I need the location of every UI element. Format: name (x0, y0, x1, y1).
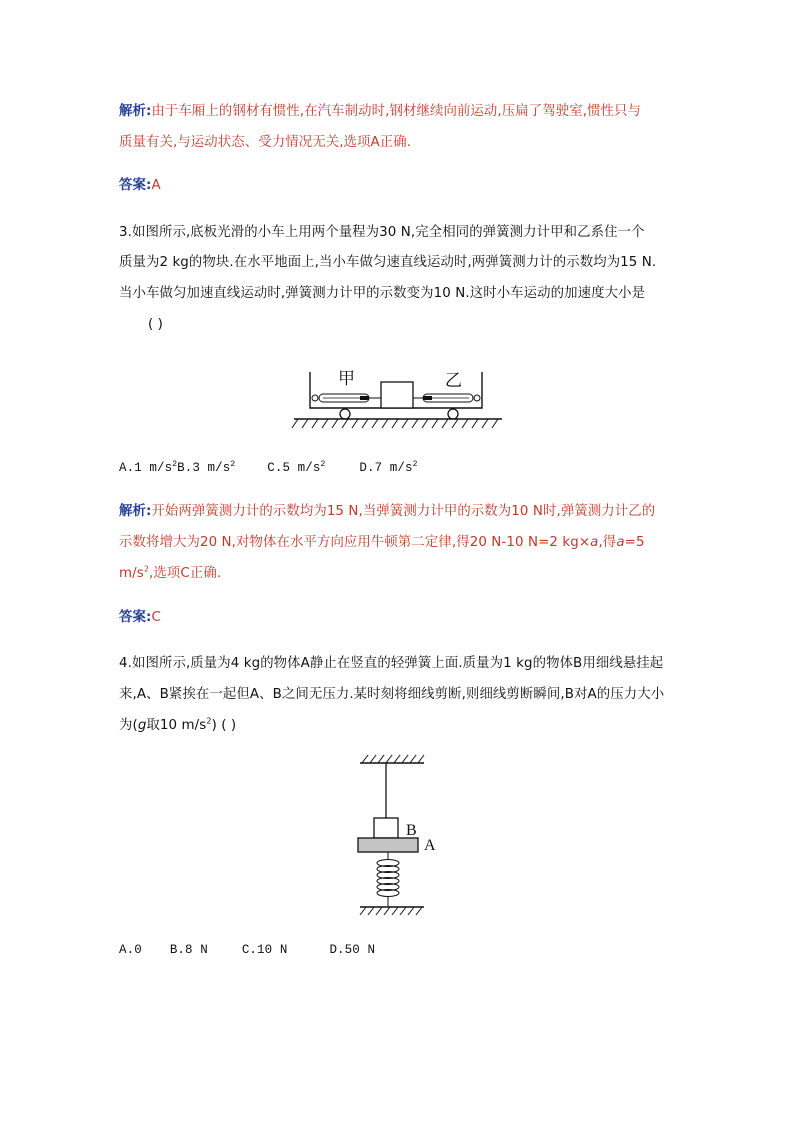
q3-analysis-text1: 开始两弹簧测力计的示数均为15 N,当弹簧测力计甲的示数为10 N时,弹簧测力计乙的 (151, 504, 656, 519)
q2-analysis-label: 解析: (119, 104, 152, 119)
q3-stem-line3: 当小车做匀加速直线运动时,弹簧测力计甲的示数变为10 N.这时小车运动的加速度大小是 (119, 286, 646, 301)
q4-option-c: C.10 N (241, 943, 288, 957)
q3-label-yi: 乙 (445, 371, 462, 391)
q3-analysis-label: 解析: (119, 504, 152, 519)
q3-stem-line2: 质量为2 kg的物块.在水平地面上,当小车做匀速直线运动时,两弹簧测力计的示数均为15 N. (119, 255, 657, 270)
q2-answer-value: A (151, 178, 161, 193)
q3-option-c: C.5 $m/s^2$ (267, 459, 326, 475)
q2-analysis-text1: 由于车厢上的钢材有惯性,在汽车制动时,钢材继续向前运动,压扁了驾驶室,惯性只与 (151, 104, 642, 119)
q3-answer-label: 答案: (119, 610, 152, 625)
q2-analysis-line1 (119, 102, 682, 122)
q4-option-b: B.8 N (169, 943, 208, 957)
q4-stem-line2: 来,A、B紧挨在一起但A、B之间无压力.某时刻将细线剪断,则细线剪断瞬间,B对A的压力大小 (119, 687, 665, 702)
q3-option-b: B.3 $m/s^2$ (177, 459, 236, 475)
q4-option-d: D.50 N (329, 943, 376, 957)
q3-cart-figure (290, 360, 510, 440)
q4-label-a: A (424, 837, 436, 854)
q4-label-b: B (406, 822, 417, 839)
q2-analysis-line2: 质量有关,与运动状态、受力情况无关,选项A正确. (119, 135, 412, 150)
q3-options (119, 458, 682, 478)
q3-stem-line1: 3.如图所示,底板光滑的小车上用两个量程为30 N,完全相同的弹簧测力计甲和乙系住一个 (119, 225, 645, 240)
q3-analysis-line2: 示数将增大为20 N,对物体在水平方向应用牛顿第二定律,得20 N-10 N=2 kg×a,得a=5 (119, 535, 645, 550)
q3-option-a: A.1 $m/s^2$ (119, 459, 178, 475)
q4-options (119, 940, 682, 960)
q3-analysis-line1 (119, 502, 682, 522)
q3-answer-value: C (151, 610, 161, 625)
q4-option-a: A.0 (119, 943, 142, 957)
q2-answer-label: 答案: (119, 178, 152, 193)
q4-stem-line1: 4.如图所示,质量为4 kg的物体A静止在竖直的轻弹簧上面.质量为1 kg的物体B用细线悬挂起 (119, 656, 664, 671)
q3-analysis-line3: $m/s^2$,选项C正确. (119, 564, 222, 581)
q2-answer (119, 176, 682, 196)
q3-label-jia: 甲 (338, 369, 355, 389)
q3-option-d: D.7 $m/s^2$ (359, 459, 418, 475)
q4-stem-line3: 为(g取10 $m/s^2$) ( ) (119, 716, 237, 733)
q3-answer (119, 608, 682, 628)
q4-spring-figure (350, 755, 460, 920)
q3-answer-blank: ( ) (148, 317, 164, 332)
